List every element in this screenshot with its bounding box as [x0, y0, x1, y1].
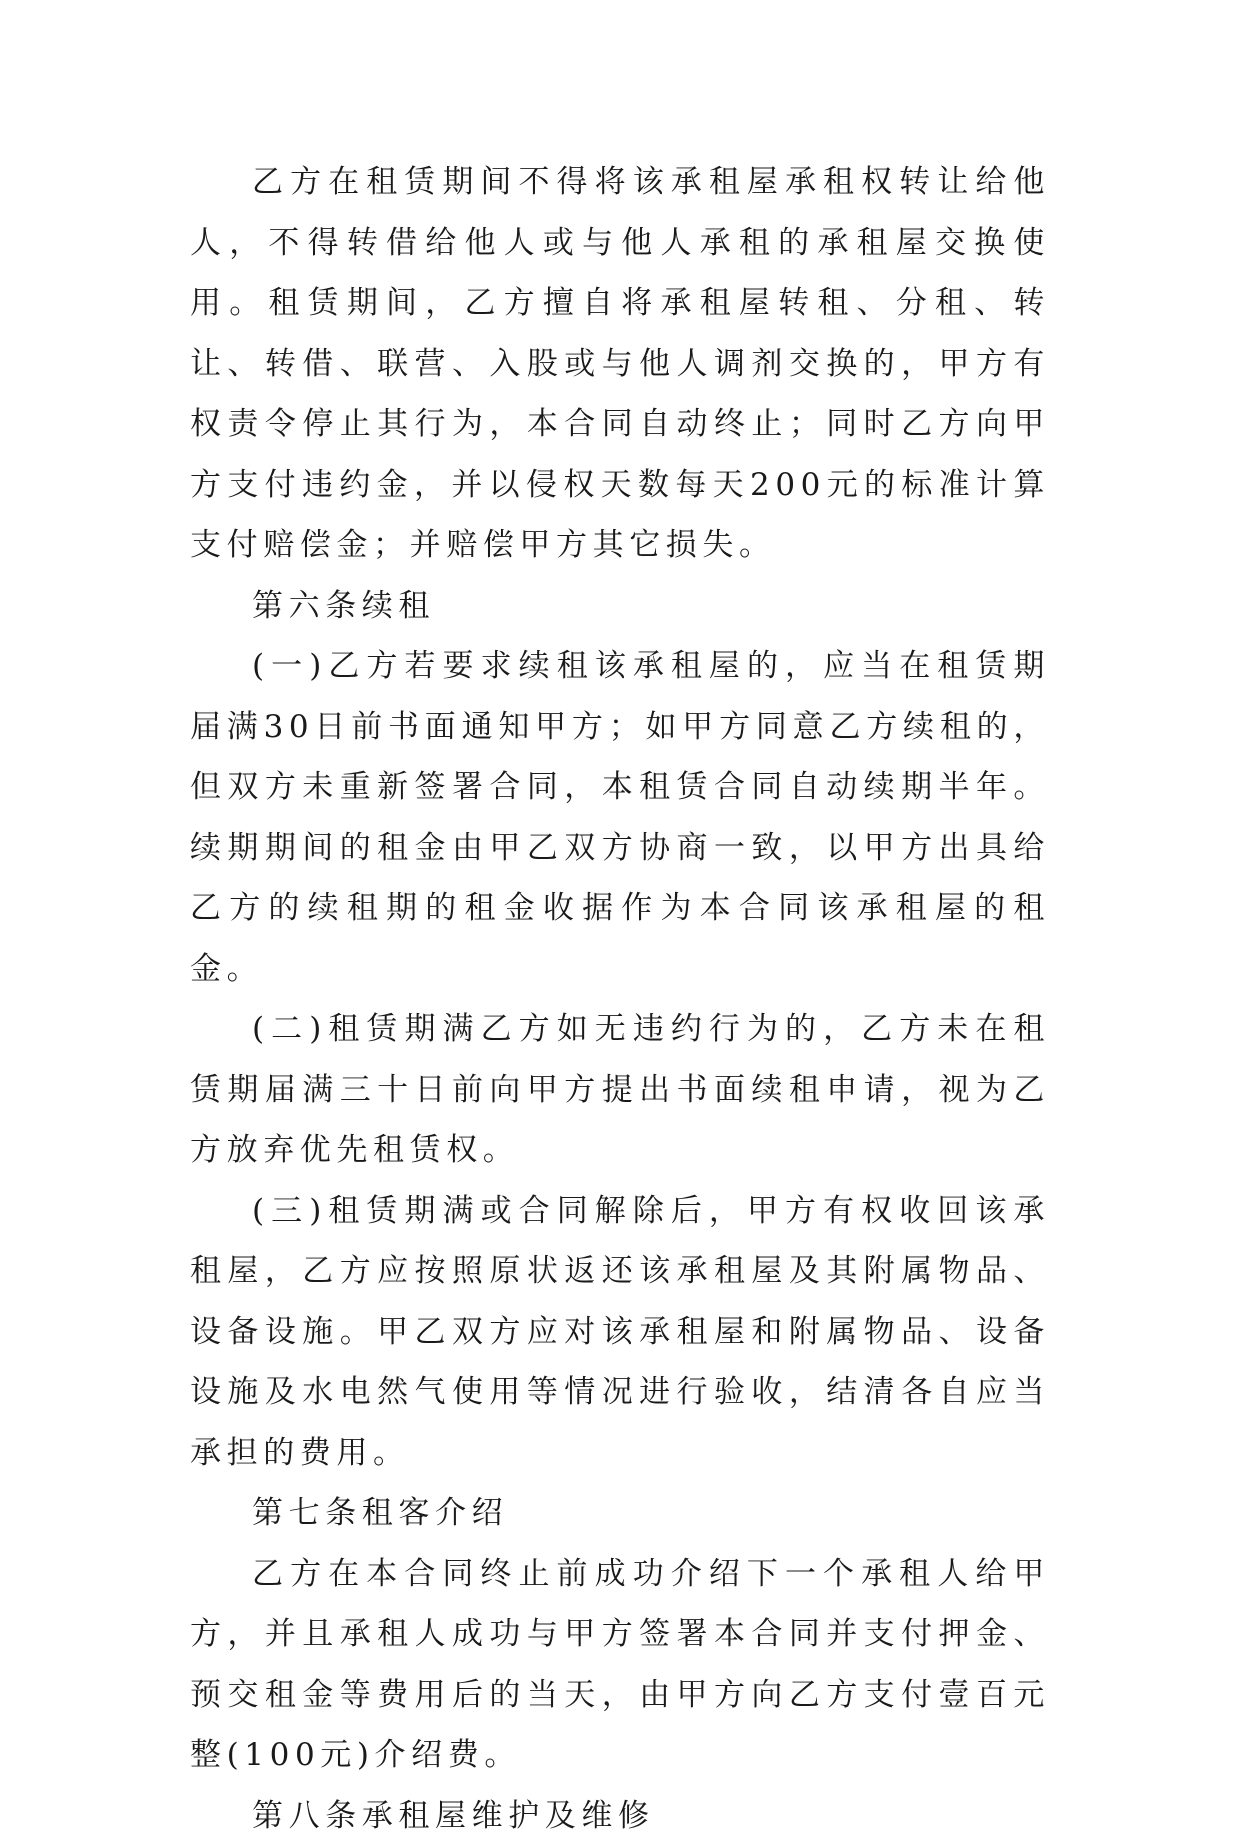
paragraph-tenant-referral: 乙方在本合同终止前成功介绍下一个承租人给甲方，并且承租人成功与甲方签署本合同并支付押金、预交租金等费用后的当天，由甲方向乙方支付壹百元整(100元)介绍费。 — [190, 1544, 1050, 1786]
paragraph-renewal-waiver: (二)租赁期满乙方如无违约行为的，乙方未在租赁期届满三十日前向甲方提出书面续租申请，视为乙方放弃优先租赁权。 — [190, 999, 1050, 1181]
paragraph-renewal-notice: (一)乙方若要求续租该承租屋的，应当在租赁期届满30日前书面通知甲方；如甲方同意乙方续租的，但双方未重新签署合同，本租赁合同自动续期半年。续期期间的租金由甲乙双方协商一致，以甲方出具给乙方的续租期的租金收据作为本合同该承租屋的租金。 — [190, 636, 1050, 999]
article-8-heading: 第八条承租屋维护及维修 — [190, 1786, 1050, 1846]
article-6-heading: 第六条续租 — [190, 576, 1050, 637]
article-7-heading: 第七条租客介绍 — [190, 1483, 1050, 1544]
document-body — [190, 152, 1050, 1846]
paragraph-return-premises: (三)租赁期满或合同解除后，甲方有权收回该承租屋，乙方应按照原状返还该承租屋及其附属物品、设备设施。甲乙双方应对该承租屋和附属物品、设备设施及水电然气使用等情况进行验收，结清各自应当承担的费用。 — [190, 1181, 1050, 1484]
paragraph-sublease-prohibition: 乙方在租赁期间不得将该承租屋承租权转让给他人，不得转借给他人或与他人承租的承租屋交换使用。租赁期间，乙方擅自将承租屋转租、分租、转让、转借、联营、入股或与他人调剂交换的，甲方有权责令停止其行为，本合同自动终止；同时乙方向甲方支付违约金，并以侵权天数每天200元的标准计算支付赔偿金；并赔偿甲方其它损失。 — [190, 152, 1050, 576]
